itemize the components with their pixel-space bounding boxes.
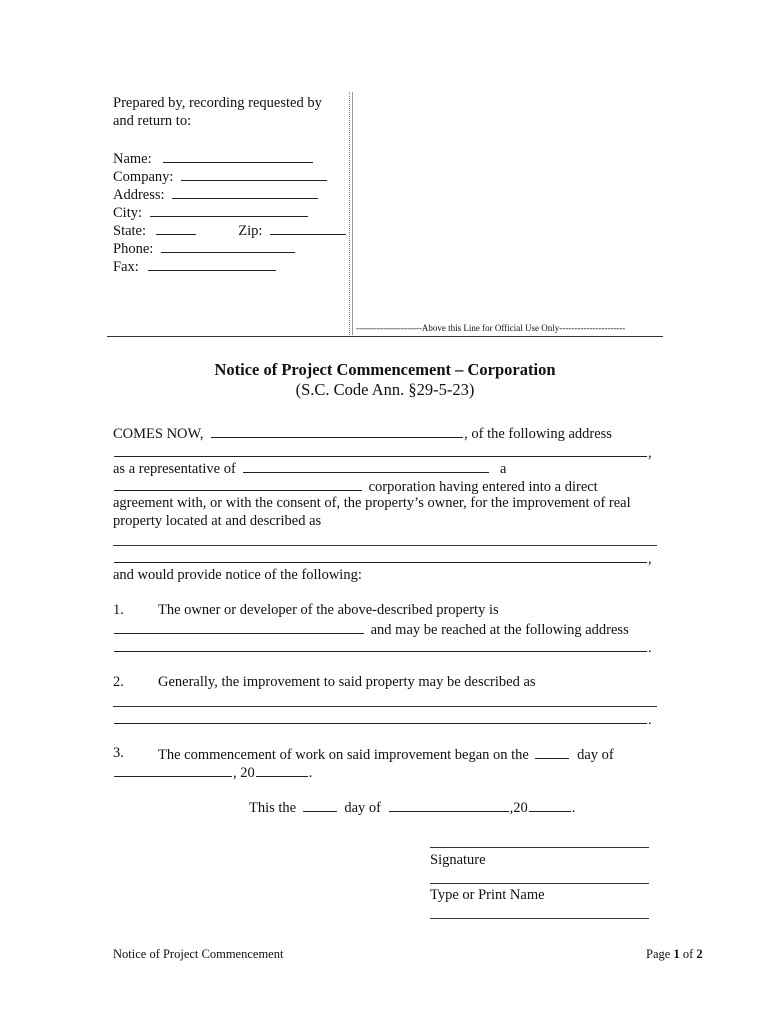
signed-day-field[interactable] [303,797,337,812]
page-of: of [682,947,694,961]
address-field[interactable] [172,184,318,199]
item1-owner-row [113,619,629,639]
comes-now-label: COMES NOW, [113,426,204,442]
page-indicator [646,945,703,963]
header-bottom-rule [107,336,663,337]
zip-field[interactable] [270,220,346,235]
fax-label: Fax: [113,259,139,275]
commencement-year-field[interactable] [256,762,308,777]
period: . [648,640,652,656]
following-address-label: , of the following address [464,426,612,442]
address-label: Address: [113,187,165,203]
period: . [308,765,313,781]
comma: , [648,445,652,461]
item2-number: 2. [113,674,124,690]
period: . [571,800,576,816]
representative-address-field[interactable] [114,442,647,457]
owner-address-row [113,637,652,657]
footer-title: Notice of Project Commencement [113,947,284,961]
item3-text: The commencement of work on said improvement began on the [158,747,529,763]
signature-line[interactable] [430,847,649,848]
fax-field[interactable] [148,256,276,271]
prepared-by-line1: Prepared by, recording requested by [113,95,322,111]
type-print-name-label: Type or Print Name [430,887,545,903]
corporation-field[interactable] [114,476,362,491]
this-the-label: This the [249,800,297,816]
representative-field[interactable] [243,458,489,473]
item1-number: 1. [113,602,124,618]
name-row [113,148,314,168]
comes-now-row [113,423,612,443]
comma: , [648,551,652,567]
item3-number: 3. [113,745,124,761]
item1-text: The owner or developer of the above-described property is [158,602,499,618]
city-label: City: [113,205,143,221]
company-field[interactable] [181,166,327,181]
fax-row [113,256,277,276]
provide-notice-text: and would provide notice of the following: [113,567,362,583]
a-label: a [500,461,507,477]
phone-field[interactable] [161,238,295,253]
page-prefix: Page [646,947,671,961]
page-total: 2 [696,947,703,961]
improvement-description-line2[interactable] [114,709,647,724]
day-of-label: day of [577,747,614,763]
item3-row [158,744,614,764]
owner-address-field[interactable] [114,637,647,652]
document-subtitle: (S.C. Code Ann. §29-5-23) [295,380,475,399]
signature-label: Signature [430,852,486,868]
company-label: Company: [113,169,174,185]
city-field[interactable] [150,202,308,217]
signed-year-field[interactable] [529,797,571,812]
prepared-by-line2: and return to: [113,113,192,129]
owner-field[interactable] [114,619,364,634]
property-description-line1[interactable] [113,545,657,546]
header-divider [349,92,353,335]
reached-text: and may be reached at the following address [370,622,629,638]
corporation-row [113,476,598,496]
company-row [113,166,328,186]
property-line2-row [113,548,652,568]
comma-20: , 20 [233,765,255,781]
city-row [113,202,309,222]
representative-label: as a representative of [113,461,236,477]
corporation-having-text: corporation having entered into a direct [368,479,598,495]
item2-text: Generally, the improvement to said property may be described as [158,674,536,690]
period: . [648,712,652,728]
address-row [113,184,319,204]
document-title: Notice of Project Commencement – Corporation [214,360,556,379]
date-row [249,797,575,817]
extra-signature-line[interactable] [430,918,649,919]
official-use-note: ----------------------Above this Line for Official Use Only---------------------- [356,323,626,333]
page-number: 1 [673,947,680,961]
phone-label: Phone: [113,241,154,257]
improvement-description-line1[interactable] [113,706,657,707]
comma-20: ,20 [509,800,528,816]
signed-month-field[interactable] [389,797,509,812]
improvement-line2-row [113,709,652,729]
name-field[interactable] [163,148,313,163]
print-name-line[interactable] [430,883,649,884]
property-text: property located at and described as [113,513,322,529]
comes-now-name-field[interactable] [211,423,463,438]
day-of-label: day of [344,800,382,816]
commencement-month-row [113,762,312,782]
state-zip-row [113,220,347,240]
commencement-month-field[interactable] [114,762,232,777]
commencement-day-field[interactable] [535,744,569,759]
state-label: State: [113,223,147,239]
property-description-line2[interactable] [114,548,647,563]
zip-label: Zip: [238,223,263,239]
phone-row [113,238,296,258]
representative-row [113,458,506,478]
name-label: Name: [113,151,152,167]
agreement-text: agreement with, or with the consent of, the property’s owner, for the improvement of real [113,495,631,511]
state-field[interactable] [156,220,196,235]
